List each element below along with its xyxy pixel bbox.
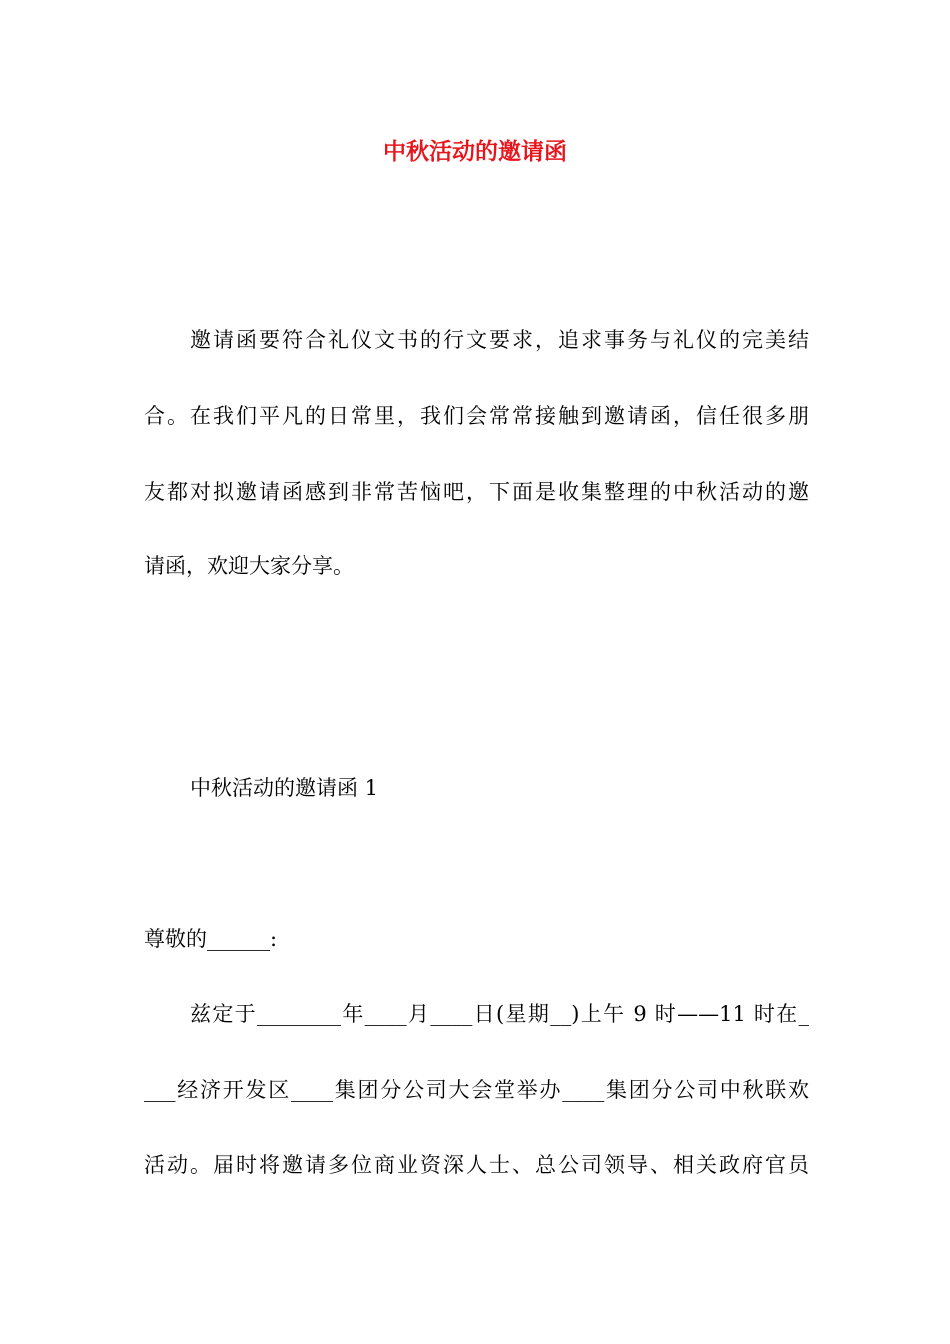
intro-line-4: 请函，欢迎大家分享。 <box>144 554 354 578</box>
section-heading: 中秋活动的邀请函 1 <box>190 776 379 800</box>
intro-line-3: 友都对拟邀请函感到非常苦恼吧，下面是收集整理的中秋活动的邀 <box>144 480 809 504</box>
salutation: 尊敬的______: <box>144 927 278 951</box>
body-line-3: 活动。届时将邀请多位商业资深人士、总公司领导、相关政府官员 <box>144 1153 809 1177</box>
intro-line-1: 邀请函要符合礼仪文书的行文要求，追求事务与礼仪的完美结 <box>190 328 809 352</box>
page-title: 中秋活动的邀请函 <box>383 138 567 165</box>
body-line-2: ___经济开发区____集团分公司大会堂举办____集团分公司中秋联欢 <box>144 1078 809 1102</box>
intro-line-2: 合。在我们平凡的日常里，我们会常常接触到邀请函，信任很多朋 <box>144 404 809 428</box>
body-line-1: 兹定于________年____月____日(星期__)上午 9 时——11 时在_ <box>190 1002 809 1026</box>
